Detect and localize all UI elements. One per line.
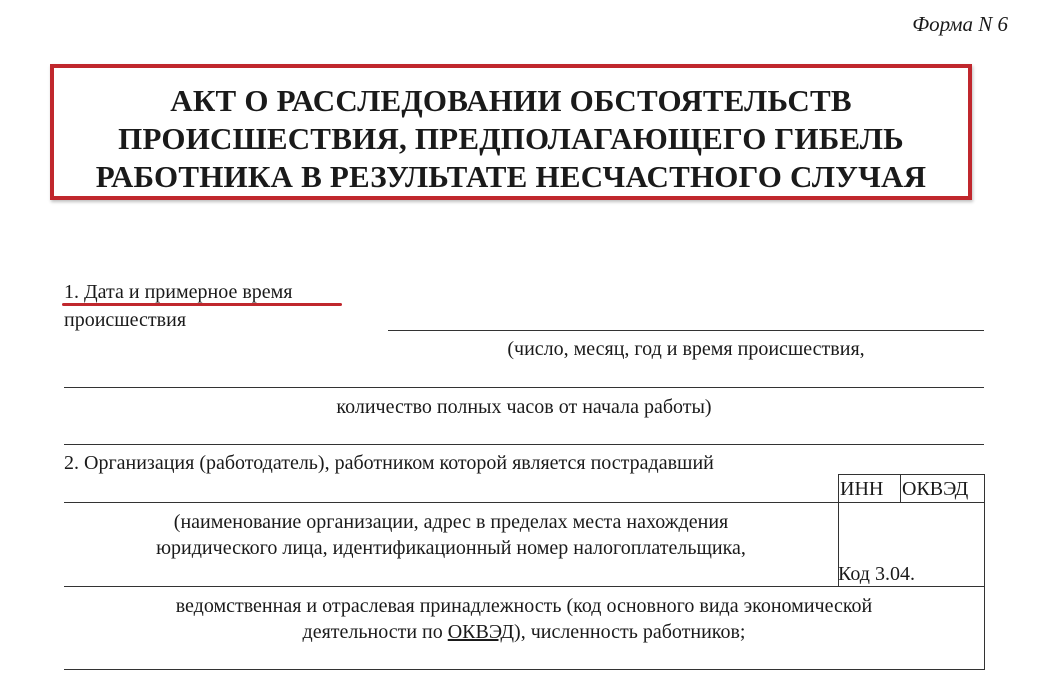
title-line-2: ПРОИСШЕСТВИЯ, ПРЕДПОЛАГАЮЩЕГО ГИБЕЛЬ <box>118 121 904 156</box>
section1-bottom-line <box>64 444 984 445</box>
title-line-1: АКТ О РАССЛЕДОВАНИИ ОБСТОЯТЕЛЬСТВ <box>170 83 852 118</box>
date-time-field-line[interactable] <box>388 330 984 331</box>
organization-field-line-2[interactable] <box>64 586 984 587</box>
section2-bottom-line <box>64 669 984 670</box>
section1-caption-1: (число, месяц, год и время происшествия, <box>507 338 865 360</box>
document-title <box>54 82 968 196</box>
okved-label: ОКВЭД <box>902 478 969 500</box>
codes-table-top <box>838 474 984 475</box>
section1-label-line2: происшествия <box>64 309 187 331</box>
organization-field-line[interactable] <box>64 502 984 503</box>
section2-label: 2. Организация (работодатель), работником которой является пострадавший <box>64 452 714 474</box>
codes-table-divider <box>900 474 901 502</box>
okved-link[interactable]: ОКВЭД <box>447 621 515 643</box>
caption-4-suffix: ), численность работников; <box>514 621 746 643</box>
section2-caption-1: (наименование организации, адрес в пределах места нахождения <box>173 511 729 533</box>
caption-4-prefix: деятельности по <box>302 621 448 643</box>
section2-caption-2: юридического лица, идентификационный номер налогоплательщика, <box>156 537 746 559</box>
section1-label-line1: 1. Дата и примерное время <box>64 281 293 303</box>
code-value: Код 3.04. <box>838 563 915 585</box>
section1-red-underline <box>62 303 342 306</box>
form-number: Форма N 6 <box>912 12 1008 36</box>
inn-label: ИНН <box>840 478 884 500</box>
codes-table-right <box>984 474 985 670</box>
document-title-box <box>50 64 972 200</box>
section2-caption-3: ведомственная и отраслевая принадлежность (код основного вида экономической <box>175 595 873 617</box>
hours-field-line[interactable] <box>64 387 984 388</box>
section1-caption-2: количество полных часов от начала работы) <box>336 396 712 418</box>
title-line-3: РАБОТНИКА В РЕЗУЛЬТАТЕ НЕСЧАСТНОГО СЛУЧАЯ <box>95 159 927 194</box>
section2-caption-4 <box>64 621 984 644</box>
